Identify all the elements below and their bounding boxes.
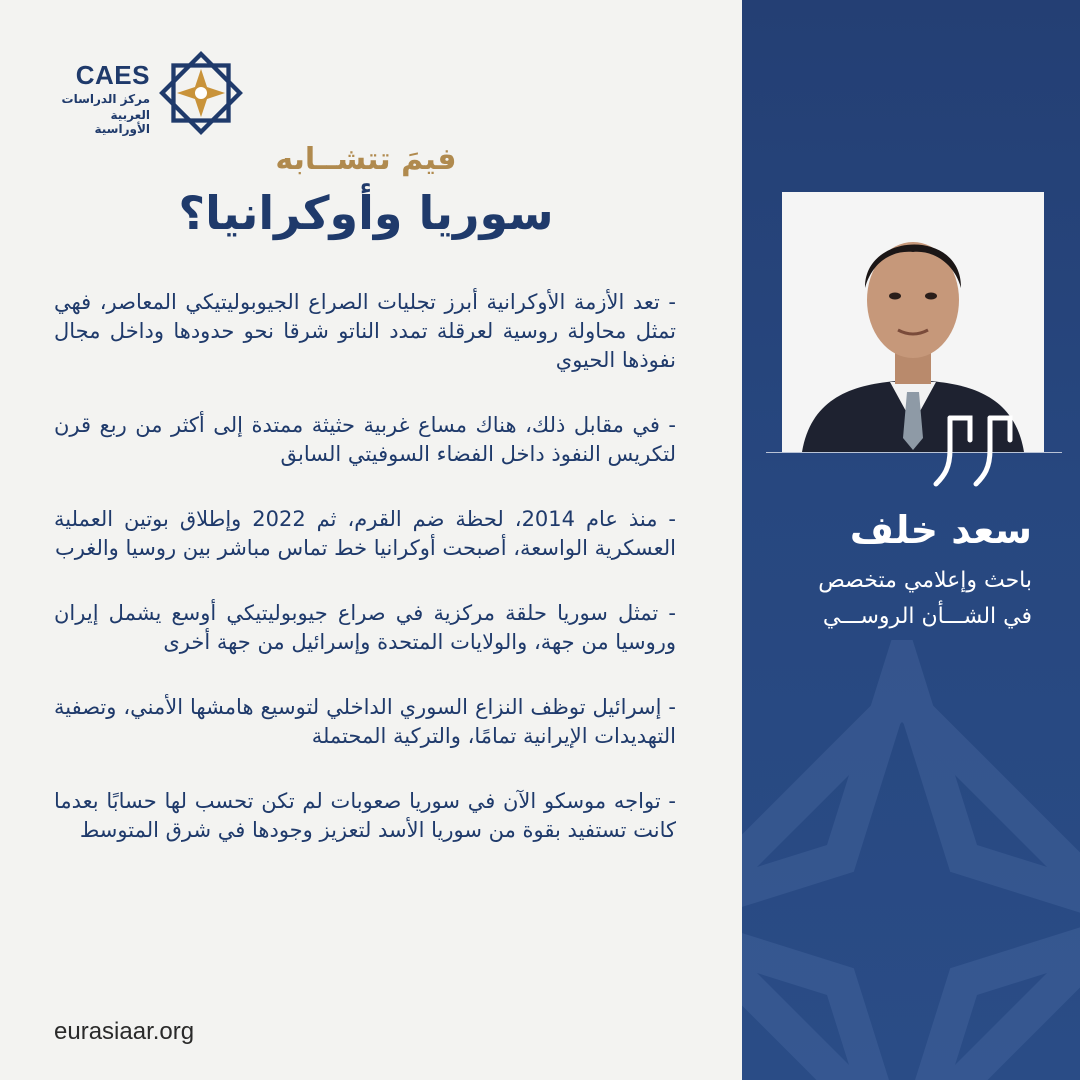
caes-star-icon bbox=[158, 50, 244, 136]
logo-line-2: العربية الأوراسية bbox=[94, 108, 150, 136]
speaker-name: سعد خلف bbox=[849, 508, 1032, 552]
paragraph: - في مقابل ذلك، هناك مساع غربية حثيثة ممتدة إلى أكثر من ربع قرن لتكريس النفوذ داخل الفضاء السوفيتي السابق bbox=[54, 413, 676, 466]
headline-kicker: فيمَ تتشــابه bbox=[275, 142, 457, 177]
paragraph: - منذ عام 2014، لحظة ضم القرم، ثم 2022 وإطلاق بوتين العملية العسكرية الواسعة، أصبحت أوكرانيا خط تماس مباشر بين روسيا والغرب bbox=[54, 507, 676, 560]
headline-title: سوريا وأوكرانيا؟ bbox=[178, 186, 554, 240]
logo-line-1: مركز الدراسات bbox=[61, 92, 150, 106]
caes-logo bbox=[58, 50, 248, 136]
website-url: eurasiaar.org bbox=[54, 1018, 195, 1045]
paragraph: - تواجه موسكو الآن في سوريا صعوبات لم تكن تحسب لها حسابًا بعدما كانت تستفيد بقوة من سوريا الأسد لتعزيز وجودها في شرق المتوسط bbox=[54, 789, 676, 842]
paragraph: - تمثل سوريا حلقة مركزية في صراع جيوبوليتيكي أوسع يشمل إيران وروسيا من جهة، والولايات المتحدة وإسرائيل من جهة أخرى bbox=[54, 601, 676, 654]
logo-acronym: CAES bbox=[75, 60, 150, 90]
background-star-icon bbox=[742, 640, 1080, 1080]
article-body bbox=[54, 288, 676, 881]
speaker-role-line-1: باحث وإعلامي متخصص bbox=[818, 568, 1032, 593]
speaker-role-line-2: في الشـــأن الروســـي bbox=[822, 604, 1032, 629]
quote-mark-icon bbox=[930, 410, 1022, 502]
paragraph: - إسرائيل توظف النزاع السوري الداخلي لتوسيع هامشها الأمني، وتصفية التهديدات الإيرانية تمامًا، والتركية المحتملة bbox=[54, 695, 676, 748]
paragraph: - تعد الأزمة الأوكرانية أبرز تجليات الصراع الجيوبوليتيكي المعاصر، فهي تمثل محاولة روسية لعرقلة تمدد الناتو شرقا نحو حدودها وداخل مجال نفوذها الحيوي bbox=[54, 290, 676, 372]
